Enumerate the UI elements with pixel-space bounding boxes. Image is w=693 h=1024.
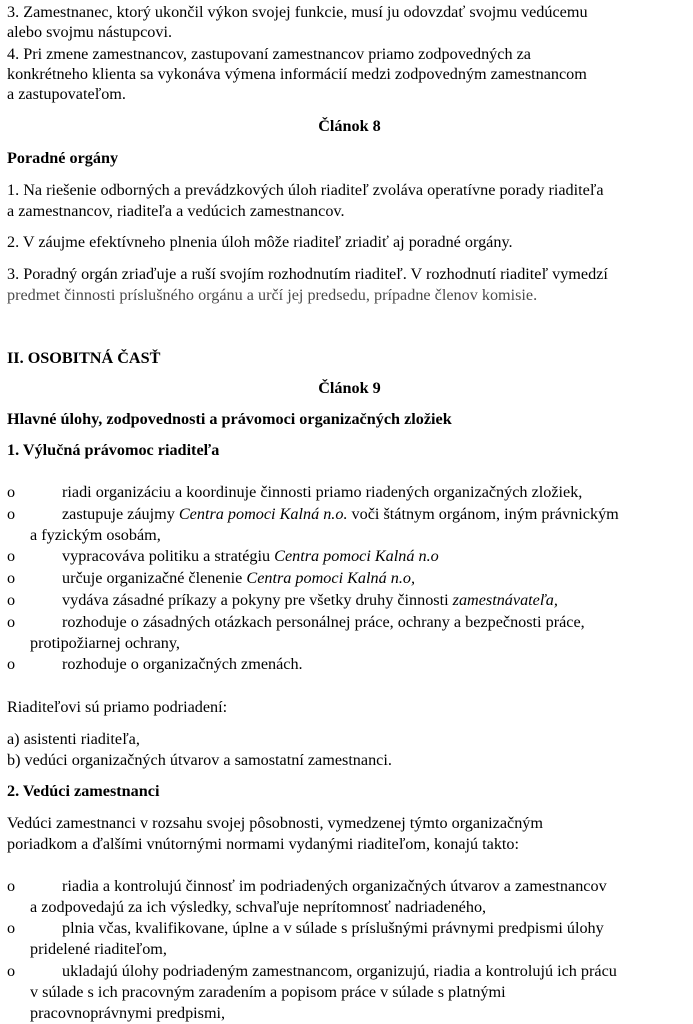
bullet-marker: o xyxy=(7,505,16,523)
bullet-marker: o xyxy=(7,655,16,673)
paragraph-line: 4. Pri zmene zamestnancov, zastupovaní zamestnancov priamo zodpovedných za xyxy=(7,45,531,63)
paragraph-line: a zastupovateľom. xyxy=(7,85,126,103)
paragraph-line: alebo svojmu nástupcovi. xyxy=(7,23,172,41)
article-9-heading: Článok 9 xyxy=(318,379,381,397)
paragraph-line: konkrétneho klienta sa vykonáva výmena informácií medzi zodpovedným zamestnancom xyxy=(7,65,587,83)
paragraph-line: 3. Zamestnanec, ktorý ukončil výkon svojej funkcie, musí ju odovzdať svojmu vedúcemu xyxy=(7,3,588,21)
paragraph-line: a zamestnancov, riaditeľa a vedúcich zamestnancov. xyxy=(7,202,345,220)
bullet-marker: o xyxy=(7,483,16,501)
section-heading-vylucna-pravomoc: 1. Výlučná právomoc riaditeľa xyxy=(7,441,220,459)
bullet-marker: o xyxy=(7,569,16,587)
part-ii-heading: II. OSOBITNÁ ČASŤ xyxy=(7,349,161,367)
paragraph-line: 1. Na riešenie odborných a prevádzkových úloh riaditeľ zvoláva operatívne porady riaditeľa xyxy=(7,181,604,199)
section-heading-veduci-zamestnanci: 2. Vedúci zamestnanci xyxy=(7,782,160,800)
article-8-heading: Článok 8 xyxy=(318,117,381,135)
paragraph-line: predmet činnosti príslušného orgánu a určí jej predsedu, prípadne členov komisie. xyxy=(7,286,538,304)
bullet-marker: o xyxy=(7,591,16,609)
paragraph-line: a) asistenti riaditeľa, xyxy=(7,730,140,748)
paragraph-line: 2. V záujme efektívneho plnenia úloh môže riaditeľ zriadiť aj poradné orgány. xyxy=(7,233,513,251)
paragraph-line: b) vedúci organizačných útvarov a samostatní zamestnanci. xyxy=(7,751,392,769)
bullet-marker: o xyxy=(7,877,16,895)
section-heading-poradne-organy: Poradné orgány xyxy=(7,149,119,167)
bullet-marker: o xyxy=(7,547,16,565)
paragraph-line: Riaditeľovi sú priamo podriadení: xyxy=(7,698,228,716)
section-heading-hlavne-ulohy: Hlavné úlohy, zodpovednosti a právomoci organizačných zložiek xyxy=(7,410,452,428)
paragraph-line: poriadkom a ďalšími vnútornými normami vydanými riaditeľom, konajú takto: xyxy=(7,835,520,853)
bullet-marker: o xyxy=(7,613,16,631)
paragraph-line: 3. Poradný orgán zriaďuje a ruší svojím rozhodnutím riaditeľ. V rozhodnutí riaditeľ vymedzí xyxy=(7,265,608,283)
paragraph-line: Vedúci zamestnanci v rozsahu svojej pôsobnosti, vymedzenej týmto organizačným xyxy=(7,814,543,832)
bullet-marker: o xyxy=(7,962,16,980)
bullet-marker: o xyxy=(7,919,16,937)
